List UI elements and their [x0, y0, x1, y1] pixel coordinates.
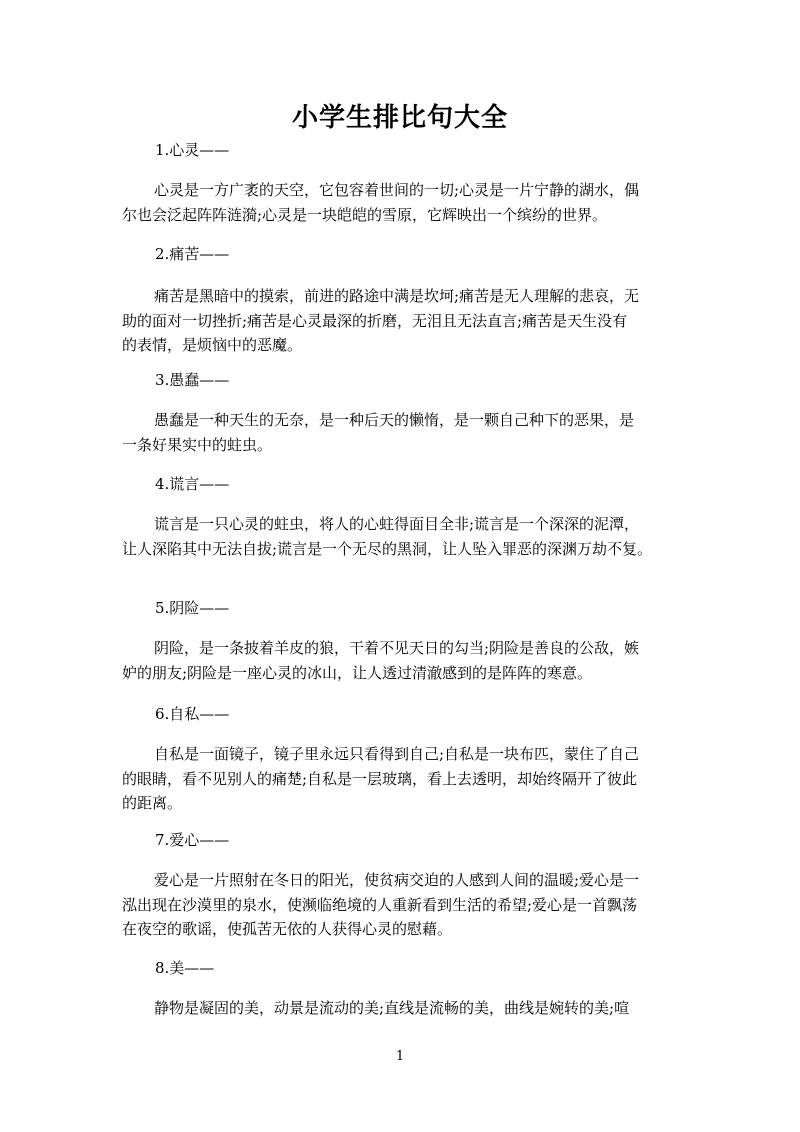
- section-heading: 3.愚蠢——: [155, 371, 230, 389]
- section-paragraph: [122, 512, 692, 561]
- paragraph-line: 自私是一面镜子，镜子里永远只看得到自己;自私是一块布匹，蒙住了自己: [154, 745, 640, 763]
- section-heading: 1.心灵——: [155, 141, 230, 159]
- paragraph-line: 一条好果实中的蛀虫。: [122, 435, 273, 454]
- section-heading: 5.阴险——: [155, 599, 230, 617]
- section-heading: 2.痛苦——: [155, 245, 230, 263]
- section-heading: 7.爱心——: [155, 831, 230, 849]
- section-paragraph: [122, 868, 692, 942]
- paragraph-line: 妒的朋友;阴险是一座心灵的冰山，让人透过清澈感到的是阵阵的寒意。: [122, 663, 593, 682]
- page-title: 小学生排比句大全: [291, 103, 508, 133]
- section-paragraph: [122, 636, 692, 685]
- paragraph-line: 泓出现在沙漠里的泉水，使濒临绝境的人重新看到生活的希望;爱心是一首飘荡: [122, 895, 638, 914]
- paragraph-line: 让人深陷其中无法自拔;谎言是一个无尽的黑洞，让人坠入罪恶的深渊万劫不复。: [122, 539, 653, 558]
- paragraph-line: 爱心是一片照射在冬日的阳光，使贫病交迫的人感到人间的温暖;爱心是一: [154, 871, 640, 889]
- paragraph-line: 的眼睛，看不见别人的痛楚;自私是一层玻璃，看上去透明，却始终隔开了彼此: [122, 769, 638, 788]
- section-paragraph: [122, 408, 692, 457]
- section-heading: 4.谎言——: [155, 475, 230, 493]
- section-heading: 6.自私——: [155, 705, 230, 723]
- section-heading: 8.美——: [155, 959, 215, 977]
- paragraph-line: 心灵是一方广袤的天空，它包容着世间的一切;心灵是一片宁静的湖水，偶: [154, 181, 640, 199]
- paragraph-line: 的距离。: [122, 794, 183, 812]
- paragraph-line: 的表情，是烦恼中的恶魔。: [122, 336, 303, 354]
- paragraph-line: 阴险，是一条披着羊皮的狼，干着不见天日的勾当;阴险是善良的公敌，嫉: [154, 639, 640, 657]
- page-number: 1: [395, 1049, 405, 1064]
- paragraph-line: 谎言是一只心灵的蛀虫，将人的心蛀得面目全非;谎言是一个深深的泥潭，: [154, 515, 640, 533]
- paragraph-line: 静物是凝固的美，动景是流动的美;直线是流畅的美，曲线是婉转的美;喧: [154, 999, 630, 1017]
- paragraph-line: 愚蠢是一种天生的无奈，是一种后天的懒惰，是一颗自己种下的恶果，是: [154, 411, 635, 429]
- section-paragraph: [122, 742, 692, 816]
- paragraph-line: 尔也会泛起阵阵涟漪;心灵是一块皑皑的雪原，它辉映出一个缤纷的世界。: [122, 205, 608, 224]
- section-paragraph: [122, 284, 692, 358]
- paragraph-line: 在夜空的歌谣，使孤苦无依的人获得心灵的慰藉。: [122, 920, 453, 938]
- paragraph-line: 助的面对一切挫折;痛苦是心灵最深的折磨，无泪且无法直言;痛苦是天生没有: [122, 311, 628, 330]
- paragraph-line: 痛苦是黑暗中的摸索，前进的路途中满是坎坷;痛苦是无人理解的悲哀，无: [154, 287, 640, 305]
- section-paragraph: [122, 178, 692, 227]
- section-paragraph: [122, 996, 692, 1021]
